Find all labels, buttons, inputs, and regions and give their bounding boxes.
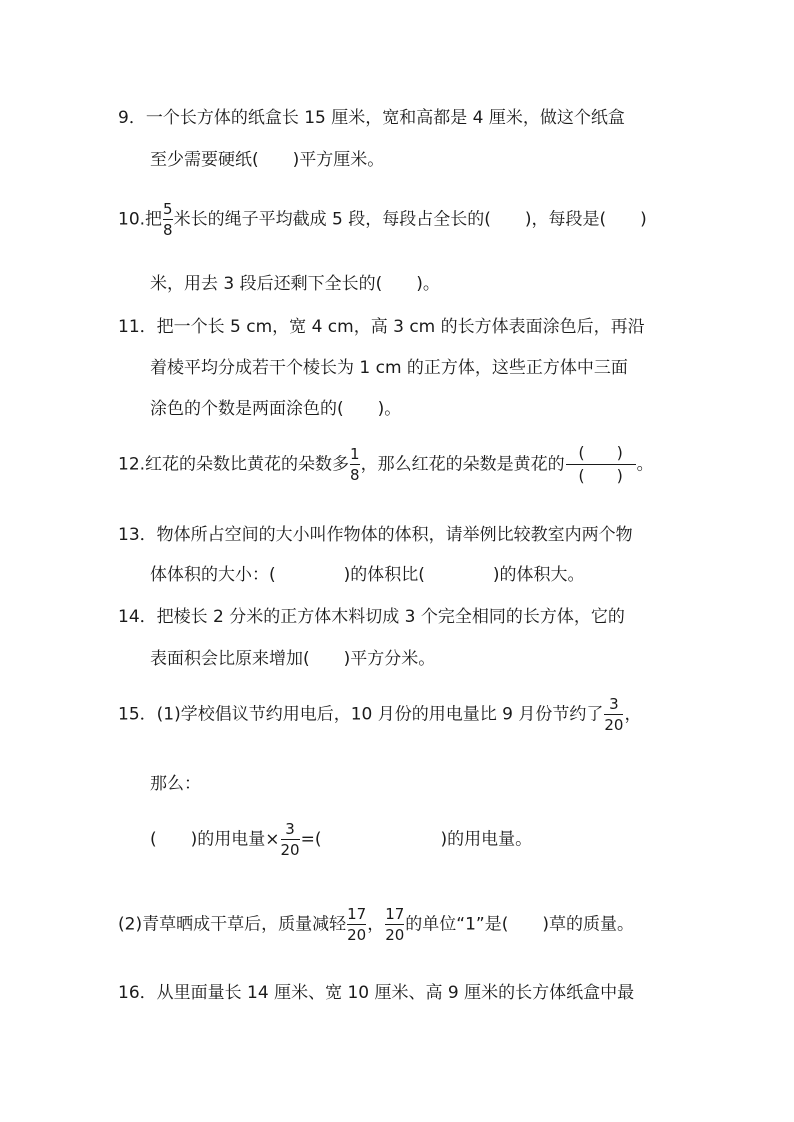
fraction-bar [350, 464, 360, 465]
q12-blank-fraction [566, 443, 636, 486]
q15-line1-prefix: 15．(1)学校倡议节约用电后，10 月份的用电量比 9 月份节约了 [118, 704, 604, 725]
q10-suffix: 米长的绳子平均截成 5 段，每段占全长的( )，每段是( ) [173, 209, 647, 230]
q15-frac1-den: 20 [604, 716, 624, 734]
q15-frac4-num: 17 [385, 905, 405, 923]
q10-line2: 米，用去 3 段后还剩下全长的( )。 [150, 274, 440, 294]
q12-blank-den: ( ) [578, 466, 623, 485]
q15-part2-suffix: 的单位“1”是( )草的质量。 [405, 914, 634, 935]
q12-frac-num: 1 [350, 445, 360, 463]
q15-frac4-den: 20 [385, 926, 405, 944]
q15-line2: 那么： [150, 774, 201, 794]
q15-part2-prefix: (2)青草晒成干草后，质量减轻 [118, 914, 347, 935]
q15-frac2-num: 3 [285, 820, 295, 838]
q14-line2: 表面积会比原来增加( )平方分米。 [150, 649, 436, 669]
fraction-bar [604, 714, 623, 715]
q15-line3-prefix: ( )的用电量× [150, 829, 280, 850]
q12-frac-den: 8 [350, 466, 360, 484]
q15-frac3-num: 17 [347, 905, 367, 923]
q12-suffix: 。 [636, 454, 654, 475]
q10-frac-num: 5 [163, 200, 173, 218]
q15-line1 [118, 695, 641, 734]
q13-line2: 体体积的大小：( )的体积比( )的体积大。 [150, 565, 585, 585]
q10-prefix: 10.把 [118, 209, 163, 230]
q10-line1 [118, 200, 647, 239]
q15-frac2-den: 20 [280, 841, 300, 859]
q15-fraction-4 [385, 905, 404, 944]
q12-prefix: 12.红花的朵数比黄花的朵数多 [118, 454, 350, 475]
q9-line1: 9．一个长方体的纸盒长 15 厘米，宽和高都是 4 厘米，做这个纸盒 [118, 108, 625, 128]
q16-line1: 16．从里面量长 14 厘米、宽 10 厘米、高 9 厘米的长方体纸盒中最 [118, 983, 635, 1003]
q15-part2-mid: ， [367, 914, 385, 935]
q15-frac1-num: 3 [609, 695, 619, 713]
fraction-bar [281, 839, 300, 840]
q15-part2 [118, 905, 634, 944]
q15-frac3-den: 20 [347, 926, 367, 944]
q10-frac-den: 8 [163, 221, 173, 239]
q12-middle: ，那么红花的朵数是黄花的 [360, 454, 565, 475]
q11-line3: 涂色的个数是两面涂色的( )。 [150, 399, 402, 419]
fraction-bar [163, 219, 173, 220]
q11-line2: 着棱平均分成若干个棱长为 1 cm 的正方体，这些正方体中三面 [150, 358, 628, 378]
q13-line1: 13．物体所占空间的大小叫作物体的体积，请举例比较教室内两个物 [118, 525, 633, 545]
q9-line2: 至少需要硬纸( )平方厘米。 [150, 150, 385, 170]
q15-fraction-1 [604, 695, 623, 734]
q12-fraction [350, 445, 360, 484]
q15-fraction-2 [281, 820, 300, 859]
q12-blank-num: ( ) [578, 443, 623, 462]
q15-fraction-3 [347, 905, 366, 944]
q10-fraction [163, 200, 173, 239]
q14-line1: 14．把棱长 2 分米的正方体木料切成 3 个完全相同的长方体，它的 [118, 607, 625, 627]
fraction-bar [566, 464, 636, 465]
q11-line1: 11．把一个长 5 cm，宽 4 cm，高 3 cm 的长方体表面涂色后，再沿 [118, 317, 645, 337]
q15-line1-suffix: ， [624, 704, 642, 725]
fraction-bar [385, 924, 404, 925]
q15-line3-suffix: =( )的用电量。 [300, 829, 533, 850]
fraction-bar [347, 924, 366, 925]
q15-line3 [150, 820, 532, 859]
q12-line1 [118, 443, 654, 486]
